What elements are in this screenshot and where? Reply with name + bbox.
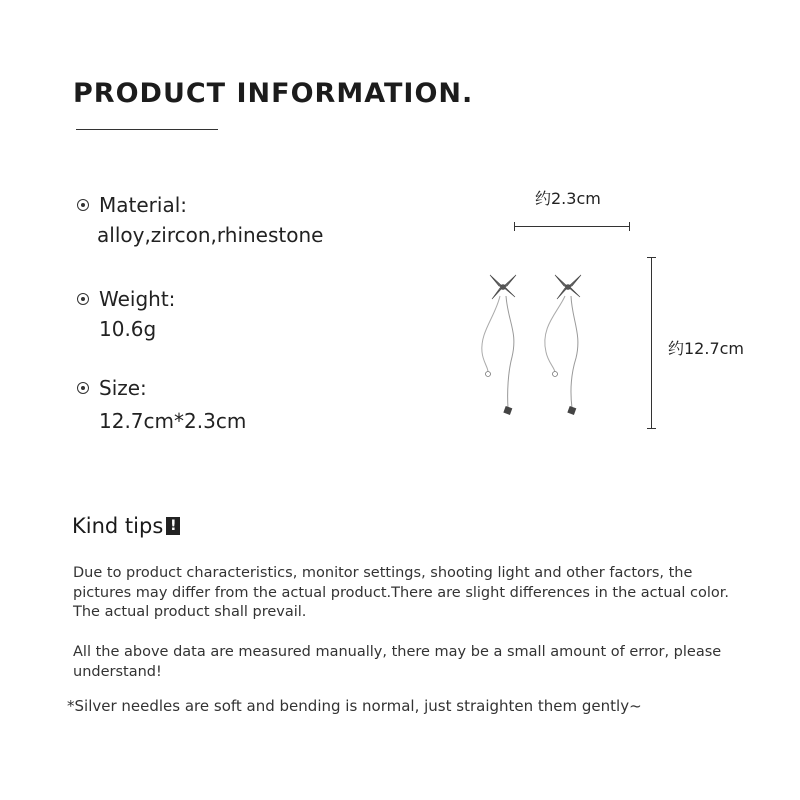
spec-material-value: alloy,zircon,rhinestone: [97, 223, 324, 247]
spec-size-value: 12.7cm*2.3cm: [99, 409, 247, 433]
kind-tips-heading: [72, 514, 180, 538]
height-dimension-label: 约12.7cm: [668, 339, 745, 358]
page-title: PRODUCT INFORMATION.: [73, 78, 474, 109]
bullet-icon: [77, 293, 89, 305]
width-dimension-label: 约2.3cm: [535, 189, 601, 208]
width-dimension-line: [514, 226, 630, 227]
title-divider: [76, 129, 218, 130]
tips-paragraph-1: Due to product characteristics, monitor settings, shooting light and other factors, the pictures may differ from the actual product.There are slight differences in the actual color. The actual product shall prevail.: [73, 565, 730, 620]
spec-weight-value: 10.6g: [99, 317, 157, 341]
spec-material-label: [77, 193, 187, 217]
height-dimension-line: [651, 257, 652, 429]
earrings-product-image: [460, 262, 600, 422]
tips-footnote: *Silver needles are soft and bending is normal, just straighten them gently~: [67, 697, 642, 715]
right-earring-icon: [545, 275, 581, 415]
spec-size-label: [77, 376, 147, 400]
kind-tips-heading-text: Kind tips: [72, 514, 164, 538]
spec-label-text: Weight:: [99, 287, 176, 311]
left-earring-icon: [482, 275, 516, 415]
exclamation-icon: !: [166, 517, 180, 535]
bullet-icon: [77, 382, 89, 394]
spec-weight-label: [77, 287, 175, 311]
spec-label-text: Material:: [99, 193, 187, 217]
tips-paragraph-2: All the above data are measured manually, there may be a small amount of error, please understand!: [73, 644, 722, 680]
spec-label-text: Size:: [99, 376, 147, 400]
bullet-icon: [77, 199, 89, 211]
